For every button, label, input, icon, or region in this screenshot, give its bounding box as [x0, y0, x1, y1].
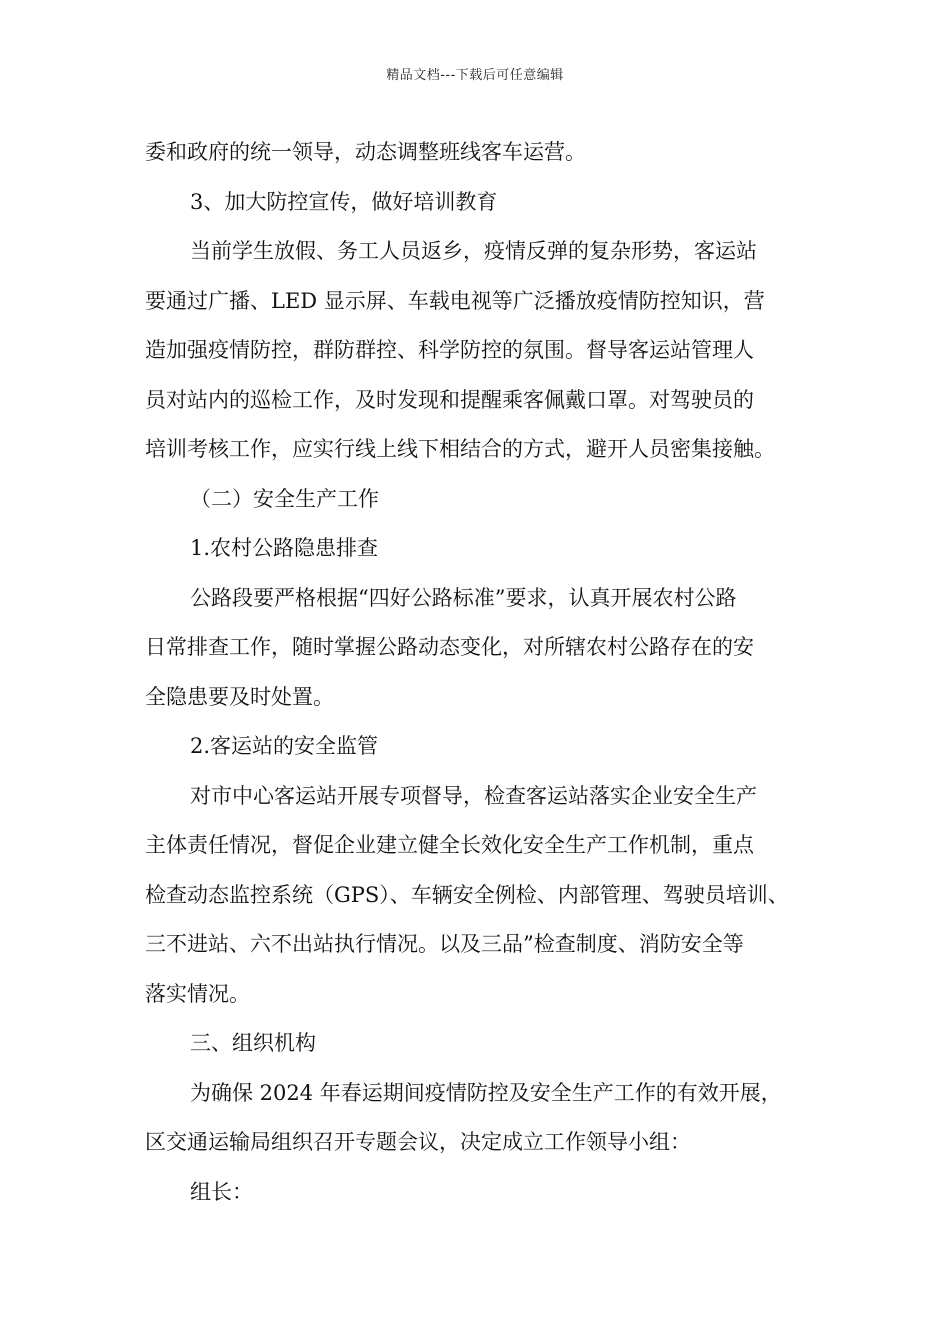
- paragraph-line: 为确保 2024 年春运期间疫情防控及安全生产工作的有效开展，: [190, 1080, 782, 1105]
- page-header: 精品文档---下载后可任意编辑: [386, 68, 564, 83]
- paragraph-line: 委和政府的统一领导，动态调整班线客车运营。: [145, 140, 586, 164]
- paragraph-line: 要通过广播、LED 显示屏、车载电视等广泛播放疫情防控知识，营: [145, 288, 765, 313]
- section-heading: 三、组织机构: [190, 1031, 316, 1055]
- paragraph-line: 公路段要严格根据“四好公路标准”要求，认真开展农村公路: [190, 585, 737, 610]
- paragraph-line: 区交通运输局组织召开专题会议，决定成立工作领导小组：: [145, 1130, 691, 1154]
- paragraph-line: 造加强疫情防控，群防群控、科学防控的氛围。督导客运站管理人: [145, 338, 754, 362]
- paragraph-line: 对市中心客运站开展专项督导，检查客运站落实企业安全生产: [190, 783, 757, 808]
- subsection-heading: 2.客运站的安全监管: [190, 734, 379, 758]
- subsection-heading: 1.农村公路隐患排查: [190, 536, 379, 560]
- paragraph-line: 落实情况。: [145, 981, 250, 1006]
- section-heading: 3、加大防控宣传，做好培训教育: [190, 189, 498, 214]
- paragraph-line: 主体责任情况，督促企业建立健全长效化安全生产工作机制，重点: [145, 833, 754, 857]
- document-body: [145, 128, 815, 1217]
- paragraph-line: 检查动态监控系统（GPS）、车辆安全例检、内部管理、驾驶员培训、: [145, 882, 789, 907]
- paragraph-line: 组长：: [190, 1179, 253, 1204]
- paragraph-line: 三不进站、六不出站执行情况。以及三品”检查制度、消防安全等: [145, 932, 744, 956]
- paragraph-line: 全隐患要及时处置。: [145, 684, 334, 709]
- section-heading: （二）安全生产工作: [190, 486, 379, 511]
- paragraph-line: 员对站内的巡检工作，及时发现和提醒乘客佩戴口罩。对驾驶员的: [145, 387, 754, 412]
- paragraph-line: 当前学生放假、务工人员返乡，疫情反弹的复杂形势，客运站: [190, 239, 757, 263]
- paragraph-line: 培训考核工作，应实行线上线下相结合的方式，避开人员密集接触。: [145, 437, 775, 461]
- paragraph-line: 日常排查工作，随时掌握公路动态变化，对所辖农村公路存在的安: [145, 635, 754, 659]
